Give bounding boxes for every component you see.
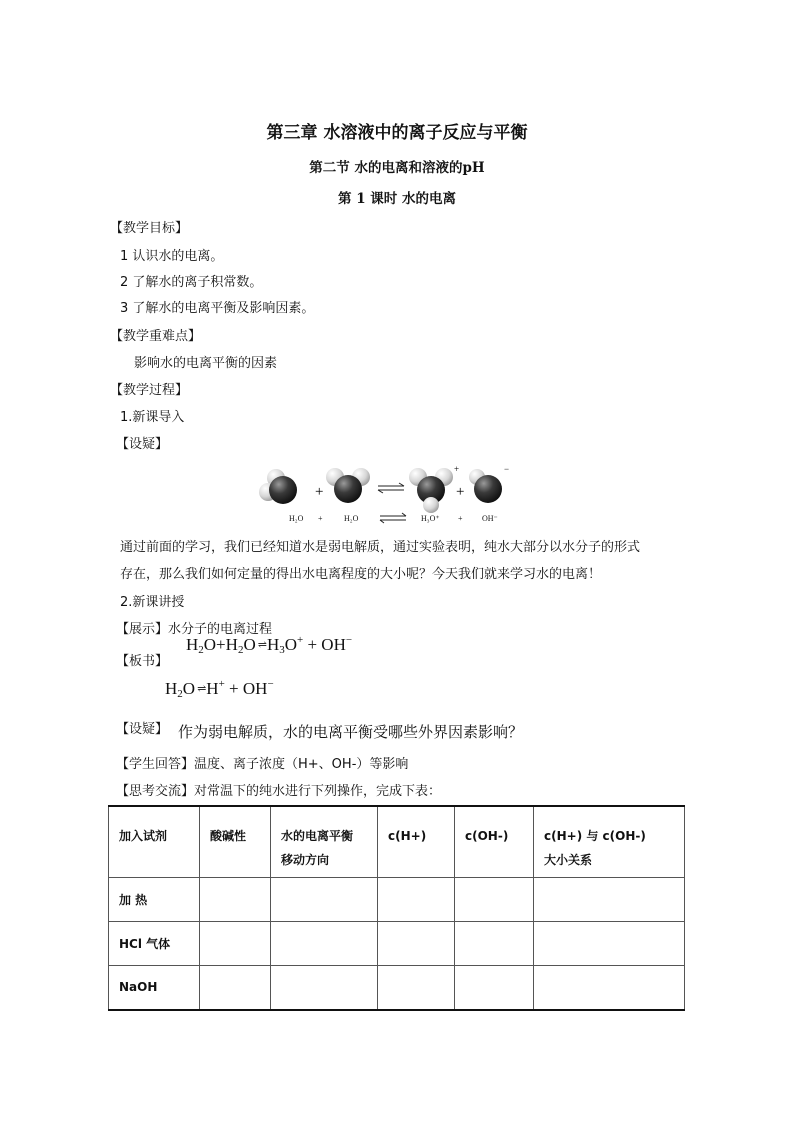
table-cell[interactable] [534,877,685,921]
table-header-cell: 加入试剂 [109,806,200,877]
step-lecture: 2.新课讲授 [120,595,185,610]
figure-label: H₂O [344,514,359,523]
objective-item: 1 认识水的电离。 [120,249,224,264]
think-line [116,780,441,799]
header-line: 水的电离平衡 [281,829,354,843]
charge-minus: − [504,464,510,474]
intro-paragraph-line: 存在，那么我们如何定量的得出水电离程度的大小呢？今天我们就来学习水的电离！ [120,567,602,582]
objective-item: 2 了解水的离子积常数。 [120,275,263,290]
hydroxide-molecule-icon [469,469,502,503]
header-line: c(H+) 与 c(OH-) [544,829,646,843]
answer-line [116,753,408,772]
worksheet-table [108,805,685,1011]
section-title: 第二节 水的电离和溶液的pH [309,160,485,176]
chapter-title: 第三章 水溶液中的离子反应与平衡 [266,123,528,143]
process-heading: 【教学过程】 [110,383,189,398]
think-label: 【思考交流】 [116,784,195,799]
table-cell[interactable] [378,921,455,965]
answer-text: 温度、离子浓度（H+、OH-）等影响 [194,757,409,772]
table-cell: NaOH [109,965,200,1010]
table-cell[interactable] [534,921,685,965]
question2-text: 作为弱电解质，水的电离平衡受哪些外界因素影响？ [178,723,524,741]
board-label: 【板书】 [116,654,169,669]
step-intro: 1.新课导入 [120,410,185,425]
table-cell[interactable] [455,877,534,921]
show-label-text: 【展示】 [116,622,169,637]
keypoints-heading: 【教学重难点】 [110,329,202,344]
hydronium-molecule-icon [409,468,453,513]
table-cell: HCl 气体 [109,921,200,965]
header-line: 大小关系 [544,853,593,867]
figure-label: + [318,514,323,523]
water-molecule-icon [326,468,370,503]
table-cell[interactable] [534,965,685,1010]
figure-label: OH⁻ [482,514,498,523]
think-text: 对常温下的纯水进行下列操作，完成下表： [194,784,442,799]
table-cell[interactable] [455,921,534,965]
plus-sign: + [315,484,324,500]
table-cell[interactable] [378,877,455,921]
table-cell[interactable] [271,965,378,1010]
keypoints-text: 影响水的电离平衡的因素 [134,356,278,371]
table-cell: 加 热 [109,877,200,921]
equilibrium-arrow-icon [378,512,408,524]
table-row [109,921,685,965]
table-cell[interactable] [271,921,378,965]
equilibrium-arrow-icon [378,483,404,493]
table-cell[interactable] [378,965,455,1010]
table-header-cell: c(H+) [378,806,455,877]
table-row [109,965,685,1010]
table-header-row [109,806,685,877]
table-cell[interactable] [271,877,378,921]
plus-sign: + [456,484,465,500]
show-text: 水分子的电离过程 [168,622,273,637]
intro-paragraph-line: 通过前面的学习，我们已经知道水是弱电解质，通过实验表明，纯水大部分以水分子的形式 [120,540,641,555]
table-header-cell [271,806,378,877]
objective-item: 3 了解水的电离平衡及影响因素。 [120,301,315,316]
lesson-title: 第 1 课时 水的电离 [338,191,456,207]
figure-label: H₂O [289,514,304,523]
equation-ionization: $H_2O$ ⇌ H+ + OH− [165,678,274,700]
table-cell[interactable] [200,877,271,921]
water-molecule-icon [259,469,297,504]
table-cell[interactable] [455,965,534,1010]
table-header-cell: c(OH-) [455,806,534,877]
table-row [109,877,685,921]
answer-label: 【学生回答】 [116,757,195,772]
table-header-cell [534,806,685,877]
objectives-heading: 【教学目标】 [110,221,189,236]
question2-label: 【设疑】 [116,722,169,737]
table-header-cell: 酸碱性 [200,806,271,877]
charge-plus: + [454,464,460,474]
table-cell[interactable] [200,921,271,965]
equation-autoionization: $H_2O+H_2O$ ⇌ $H_3O^+ + OH^-$ [186,634,353,656]
header-line: 移动方向 [281,853,330,867]
question-label: 【设疑】 [116,437,169,452]
figure-label: + [458,514,463,523]
figure-label: H₃O⁺ [421,514,440,523]
table-cell[interactable] [200,965,271,1010]
